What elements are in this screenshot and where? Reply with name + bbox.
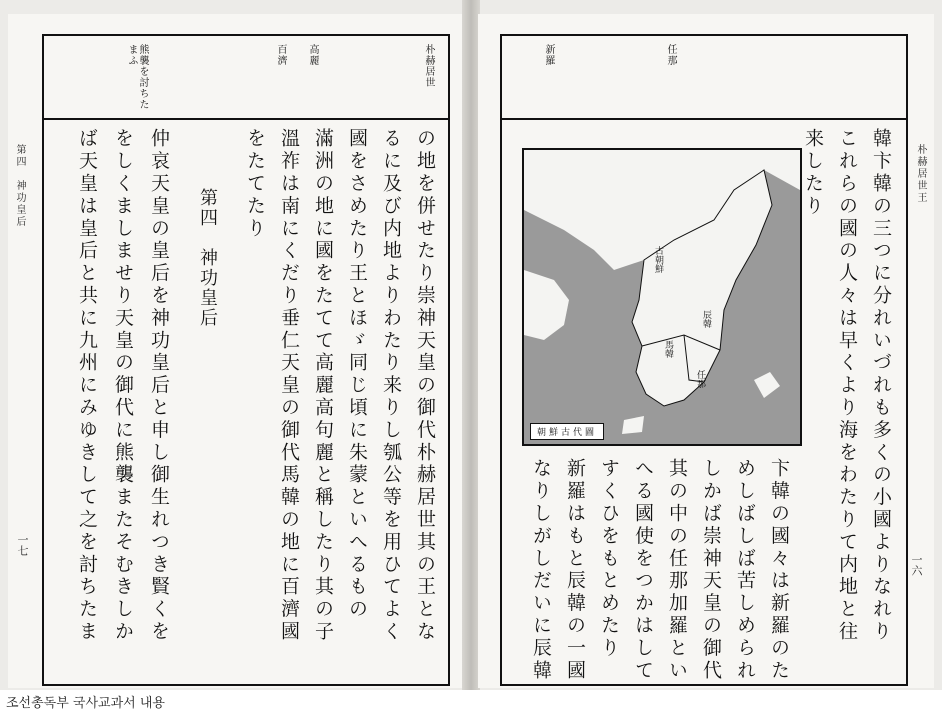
right-page bbox=[478, 14, 934, 688]
right-folio: 一六 bbox=[910, 554, 923, 576]
map-figure bbox=[522, 148, 802, 446]
text-column: をしくましませり天皇の御代に熊襲またそむきしか bbox=[112, 128, 134, 644]
map-label: 馬韓 bbox=[663, 340, 673, 358]
text-column: へる國使をつかはして bbox=[632, 458, 654, 682]
map-label: 辰韓 bbox=[701, 310, 711, 328]
left-header-cell: 高麗 bbox=[307, 44, 318, 66]
left-page bbox=[8, 14, 464, 688]
text-column: しかば崇神天皇の御代 bbox=[700, 458, 722, 682]
left-text-frame bbox=[42, 34, 450, 686]
text-column: 仲哀天皇の皇后を神功皇后と申し御生れつき賢くを bbox=[148, 128, 170, 644]
text-column: 其の中の任那加羅とい bbox=[666, 458, 688, 682]
text-column: 溫祚は南にくだり垂仁天皇の御代馬韓の地に百濟國 bbox=[278, 128, 300, 644]
section-heading: 第四 神功皇后 bbox=[197, 188, 218, 328]
text-column: 新羅はもと辰韓の一國 bbox=[564, 458, 586, 682]
left-header-band bbox=[44, 36, 448, 120]
left-header-cell: 朴赫居世 bbox=[423, 44, 434, 88]
text-column: ば天皇は皇后と共に九州にみゆきして之を討ちたま bbox=[76, 128, 98, 644]
map-label: 古朝鮮 bbox=[653, 246, 663, 273]
left-folio: 一七 bbox=[16, 534, 29, 556]
left-header-cell: 熊襲を討ちたまふ bbox=[126, 44, 148, 110]
text-column: 滿洲の地に國をたてて高麗高句麗と稱したり其の子 bbox=[312, 128, 334, 644]
left-margin-label: 第四 神功皇后 bbox=[14, 144, 25, 228]
text-column: るに及び内地よりわたり来りし瓠公等を用ひてよく bbox=[380, 128, 402, 644]
right-text-frame bbox=[500, 34, 908, 686]
text-column: 韓卞韓の三つに分れいづれも多くの小國よりなれり bbox=[870, 128, 892, 644]
korea-map-graphic bbox=[524, 150, 800, 444]
text-column: 来したり bbox=[802, 128, 824, 218]
right-body-text bbox=[502, 128, 906, 682]
text-column: これらの國の人々は早くより海をわたりて内地と往 bbox=[836, 128, 858, 644]
right-header-cell: 任那 bbox=[665, 44, 676, 66]
map-label: 任那 bbox=[695, 370, 705, 388]
left-header-cell: 百濟 bbox=[275, 44, 286, 66]
left-body-text bbox=[44, 128, 448, 676]
text-column: めしばしば苦しめられ bbox=[734, 458, 756, 682]
text-column: すくひをもとめたり bbox=[598, 458, 620, 660]
text-column: 卞韓の國々は新羅のた bbox=[768, 458, 790, 682]
text-column: 國をさめたり王とほゞ同じ頃に朱蒙といへるもの bbox=[346, 128, 368, 621]
right-margin-label: 朴赫居世王 bbox=[915, 144, 926, 204]
text-column: をたてたり bbox=[244, 128, 266, 240]
right-header-band bbox=[502, 36, 906, 120]
text-column: なりしがしだいに辰韓 bbox=[530, 458, 552, 682]
image-caption: 조선총독부 국사교과서 내용 bbox=[6, 696, 165, 711]
map-caption: 朝鮮古代圖 bbox=[530, 423, 604, 440]
text-column: の地を併せたり崇神天皇の御代朴赫居世其の王とな bbox=[414, 128, 436, 644]
right-header-cell: 新羅 bbox=[543, 44, 554, 66]
